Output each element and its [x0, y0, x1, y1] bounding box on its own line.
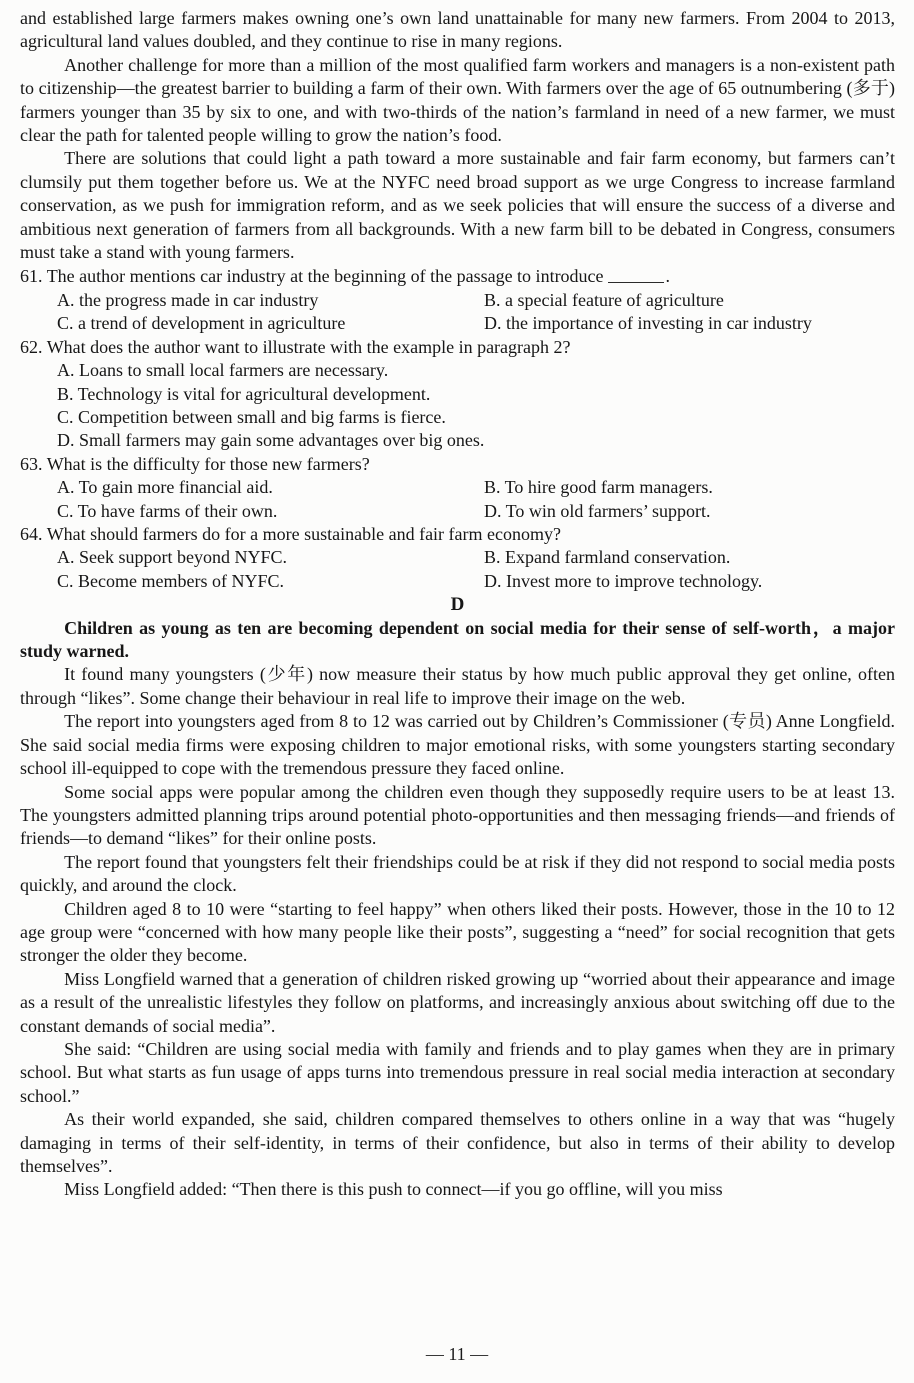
option: C. a trend of development in agriculture — [57, 313, 346, 334]
option-row — [20, 406, 895, 429]
passage-paragraph: Children aged 8 to 10 were “starting to feel happy” when others liked their posts. However, those in the 10 to 12 age group were “concerned with how many people like their posts”, suggesting a “need” for social recognition that gets stronger the older they become. — [20, 898, 895, 966]
question — [20, 264, 895, 335]
section-d-header: D — [450, 594, 465, 616]
question-number: 62. — [20, 336, 47, 357]
question-stem: 63. What is the difficulty for those new farmers? — [20, 453, 370, 474]
option: D. the importance of investing in car industry — [484, 313, 812, 334]
option: A. Loans to small local farmers are necessary. — [57, 360, 389, 381]
option-row — [20, 429, 895, 452]
option-row — [20, 359, 895, 382]
option: B. To hire good farm managers. — [484, 477, 713, 498]
option: B. Technology is vital for agricultural development. — [57, 383, 431, 404]
option-row — [20, 500, 895, 523]
passage-paragraph: and established large farmers makes owning one’s own land unattainable for many new farmers. From 2004 to 2013, agricultural land values doubled, and they continue to rise in many regions. — [20, 8, 895, 52]
passage-paragraph: It found many youngsters (少年) now measure their status by how much public approval they get online, often through “likes”. Some change their behaviour in real life to improve their image on the web. — [20, 664, 895, 708]
passage-paragraph: Miss Longfield added: “Then there is this push to connect—if you go offline, will you miss — [64, 1179, 723, 1200]
option-row — [20, 312, 895, 335]
question — [20, 453, 895, 523]
passage-paragraph: She said: “Children are using social media with family and friends and to play games when they are in primary school. But what starts as fun usage of apps turns into tremendous pressure in real social media interaction at secondary school.” — [20, 1038, 895, 1106]
question — [20, 336, 895, 453]
option: C. Competition between small and big farms is fierce. — [57, 407, 446, 427]
question-number: 61. — [20, 266, 47, 287]
page-number: — 11 — — [425, 1343, 489, 1364]
passage-paragraph: Miss Longfield warned that a generation of children risked growing up “worried about their appearance and image as a result of the unrealistic lifestyles they follow on platforms, and increasingly anxious about switching off due to the constant demands of social media”. — [20, 968, 895, 1036]
passage-d-lead: Children as young as ten are becoming dependent on social media for their sense of self-worth，a major study warned. — [20, 617, 895, 662]
option: A. To gain more financial aid. — [57, 477, 273, 498]
option: D. To win old farmers’ support. — [484, 500, 711, 521]
option-row — [20, 289, 895, 312]
question-number: 64. — [20, 524, 47, 545]
question-stem: 62. What does the author want to illustrate with the example in paragraph 2? — [20, 336, 571, 357]
option-row — [20, 546, 895, 569]
option: C. Become members of NYFC. — [57, 570, 284, 591]
option: C. To have farms of their own. — [57, 500, 278, 521]
option-row — [20, 476, 895, 499]
question — [20, 523, 895, 593]
questions — [20, 264, 895, 593]
passage-c — [20, 7, 895, 264]
question-stem: 64. What should farmers do for a more sustainable and fair farm economy? — [20, 524, 561, 545]
option: B. Expand farmland conservation. — [484, 547, 731, 568]
option-row — [20, 570, 895, 593]
question-stem: 61. The author mentions car industry at the beginning of the passage to introduce . — [20, 264, 895, 289]
passage-paragraph: There are solutions that could light a path toward a more sustainable and fair farm economy, but farmers can’t clumsily put them together before us. We at the NYFC need broad support as we urge Congress to increase farmland conservation, as we push for immigration reform, and as we seek policies that will ensure the success of a diverse and ambitious next generation of farmers from all backgrounds. With a new farm bill to be debated in Congress, consumers must take a stand with young farmers. — [20, 148, 895, 263]
passage-d — [20, 617, 895, 1202]
answer-blank — [608, 264, 664, 282]
passage-paragraph: Another challenge for more than a million of the most qualified farm workers and managers is a non-existent path to citizenship—the greatest barrier to building a farm of their own. With farmers over the age of 65 outnumbering (多于) farmers younger than 35 by six to one, and with two-thirds of the nation’s farmland in need of a new farmer, we must clear the path for talented people willing to grow the nation’s food. — [20, 54, 895, 146]
question-number: 63. — [20, 453, 47, 474]
option: D. Small farmers may gain some advantages over big ones. — [57, 430, 485, 451]
option: B. a special feature of agriculture — [484, 289, 724, 310]
passage-paragraph: As their world expanded, she said, children compared themselves to others online in a way that was “hugely damaging in terms of their self-identity, in terms of their confidence, but also in terms of their ability to develop themselves”. — [20, 1109, 895, 1176]
passage-paragraph: The report found that youngsters felt their friendships could be at risk if they did not respond to social media posts quickly, and around the clock. — [20, 851, 895, 896]
option: A. the progress made in car industry — [57, 289, 319, 310]
option: A. Seek support beyond NYFC. — [57, 547, 287, 568]
option: D. Invest more to improve technology. — [484, 570, 763, 591]
passage-paragraph: The report into youngsters aged from 8 to 12 was carried out by Children’s Commissioner (专员) Anne Longfield. She said social media firms were exposing children to major emotional risks, with some youngsters starting secondary school ill-equipped to cope with the tremendous pressure they faced online. — [20, 711, 895, 779]
passage-paragraph: Some social apps were popular among the children even though they supposedly require users to be at least 13. The youngsters admitted planning trips around potential photo-opportunities and then messaging friends—and friends of friends—to demand “likes” for their online posts. — [20, 781, 895, 849]
option-row — [20, 383, 895, 406]
